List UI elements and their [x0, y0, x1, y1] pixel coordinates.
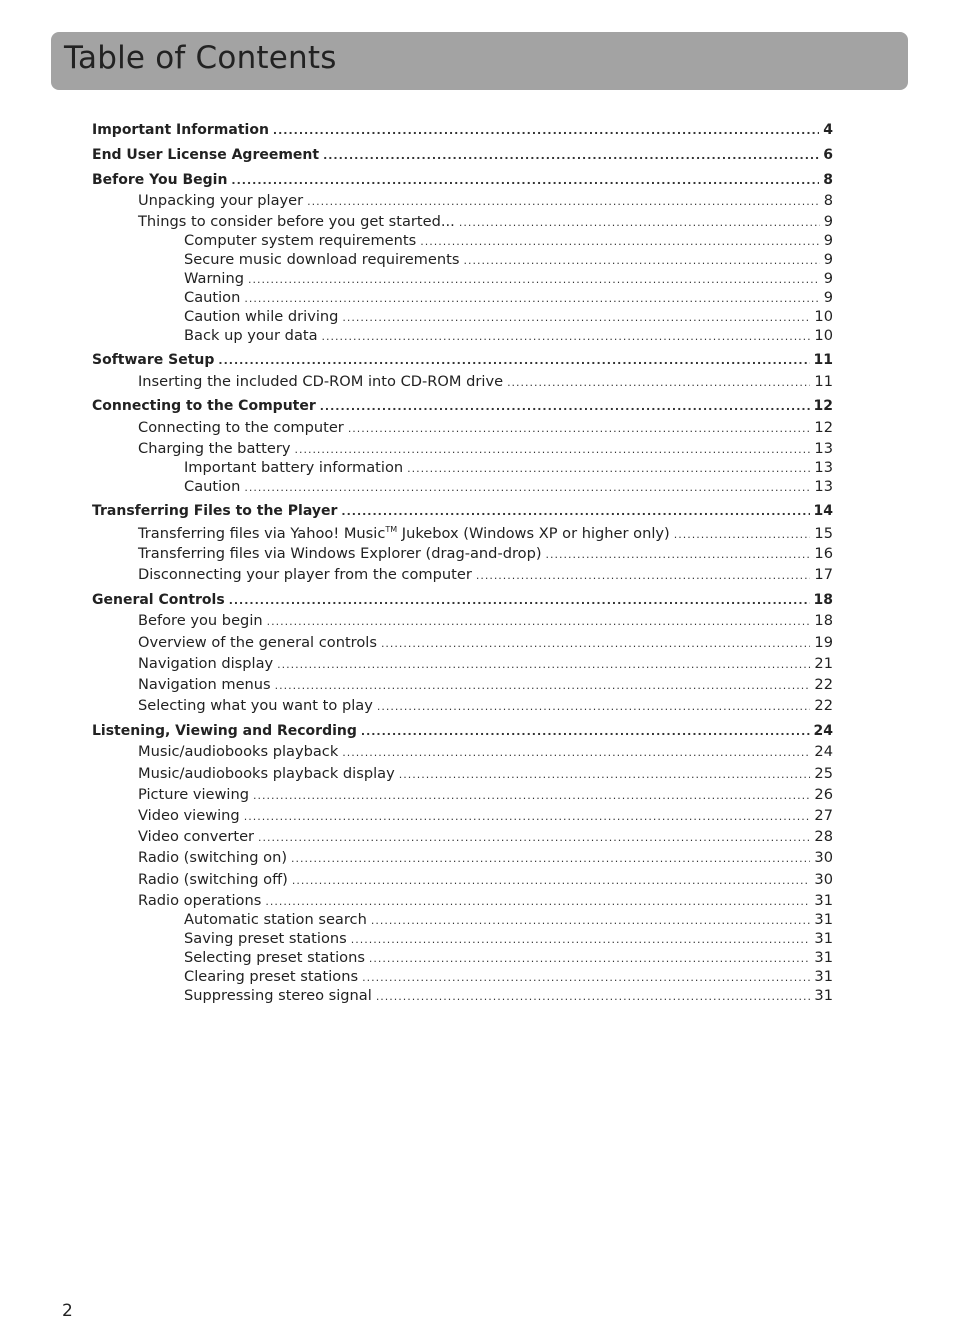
toc-entry-title: Important Information [92, 122, 269, 138]
toc-entry-page: 31 [814, 892, 833, 909]
toc-entry-page: 22 [814, 676, 833, 693]
dot-leader [341, 506, 809, 517]
toc-entry-page: 18 [814, 612, 833, 629]
toc-section [92, 504, 833, 518]
dot-leader [463, 255, 819, 266]
toc-subsection [138, 745, 833, 760]
page-number: 2 [62, 1301, 73, 1321]
toc-entry-title: Before you begin [138, 612, 263, 629]
toc-entry-page: 13 [814, 459, 833, 476]
toc-entry-page: 31 [814, 949, 833, 966]
toc-entry-page: 13 [814, 440, 833, 457]
dot-leader [253, 790, 810, 801]
toc-entry-title: Radio (switching on) [138, 849, 288, 866]
toc-entry-page: 15 [814, 524, 833, 542]
toc-entry-title: Clearing preset stations [184, 968, 359, 985]
toc-entry-page: 4 [823, 122, 833, 138]
toc-entry-page: 21 [814, 655, 833, 672]
toc-subsubsection [184, 913, 833, 928]
toc-entry-title: Radio (switching off) [138, 871, 288, 888]
toc-subsubsection [184, 480, 833, 495]
toc-subsection [138, 809, 833, 824]
dot-leader [322, 331, 811, 342]
toc-entry-page: 9 [823, 213, 833, 230]
toc-subsection [138, 788, 833, 803]
dot-leader [342, 747, 810, 758]
toc-entry-title: Caution [184, 478, 241, 495]
toc-entry-page: 30 [814, 871, 833, 888]
dot-leader [348, 423, 811, 434]
toc-entry-title: Music/audiobooks playback [138, 743, 339, 760]
toc-subsubsection [184, 461, 833, 476]
toc-entry-page: 30 [814, 849, 833, 866]
dot-leader [407, 463, 810, 474]
toc-entry-page: 6 [823, 147, 833, 163]
toc-section [92, 399, 833, 413]
toc-entry-title: Video converter [138, 828, 255, 845]
toc-entry-page: 28 [814, 828, 833, 845]
toc-section [92, 148, 833, 162]
toc-entry-title: Connecting to the computer [138, 419, 344, 436]
toc-subsection [138, 421, 833, 436]
toc-subsection [138, 194, 833, 209]
toc-subsubsection [184, 272, 833, 287]
toc-entry-page: 27 [814, 807, 833, 824]
toc-subsection [138, 526, 833, 541]
toc-entry-title: Secure music download requirements [184, 251, 460, 268]
toc-entry-page: 12 [814, 419, 833, 436]
toc-section [92, 123, 833, 137]
toc-entry-page: 9 [823, 270, 833, 287]
toc-entry-title: Transferring files via Yahoo! Music™ Jukebox (Windows XP or higher only) [138, 524, 670, 542]
toc-entry-page: 9 [823, 289, 833, 306]
dot-leader [507, 377, 810, 388]
toc-subsubsection [184, 253, 833, 268]
dot-leader [307, 196, 820, 207]
dot-leader [420, 236, 819, 247]
toc-entry-title: Important battery information [184, 459, 404, 476]
toc-entry-title: Computer system requirements [184, 232, 417, 249]
dot-leader [275, 680, 811, 691]
toc-entry-title: Back up your data [184, 327, 318, 344]
dot-leader [351, 934, 811, 945]
page-title: Table of Contents [64, 40, 337, 76]
toc-subsubsection [184, 951, 833, 966]
toc-entry-title: Music/audiobooks playback display [138, 765, 395, 782]
dot-leader [267, 616, 811, 627]
toc-entry-page: 11 [813, 352, 833, 368]
toc-subsection [138, 894, 833, 909]
toc-section [92, 173, 833, 187]
toc-entry-title: Unpacking your player [138, 192, 304, 209]
dot-leader [399, 769, 811, 780]
toc-subsection [138, 678, 833, 693]
toc-entry-title: Things to consider before you get started... [138, 213, 455, 230]
toc-entry-page: 17 [814, 566, 833, 583]
dot-leader [265, 896, 810, 907]
dot-leader [459, 217, 820, 228]
dot-leader [361, 726, 810, 737]
toc-subsection [138, 657, 833, 672]
toc-entry-title: Transferring Files to the Player [92, 503, 338, 519]
toc-section [92, 724, 833, 738]
toc-subsection [138, 215, 833, 230]
toc-entry-title: Video viewing [138, 807, 240, 824]
toc-entry-title: Warning [184, 270, 244, 287]
dot-leader [376, 991, 811, 1002]
toc-entry-title: Navigation menus [138, 676, 271, 693]
toc-subsection [138, 699, 833, 714]
toc-entry-title: Caution while driving [184, 308, 339, 325]
toc-entry-page: 31 [814, 911, 833, 928]
toc-entry-page: 8 [823, 172, 833, 188]
toc-entry-title: Connecting to the Computer [92, 398, 316, 414]
toc-entry-page: 31 [814, 987, 833, 1004]
dot-leader [291, 853, 810, 864]
toc-entry-title: Software Setup [92, 352, 215, 368]
dot-leader [377, 701, 811, 712]
toc-entry-title: Charging the battery [138, 440, 291, 457]
dot-leader [277, 659, 810, 670]
title-bar [51, 32, 908, 90]
toc-entry-page: 9 [823, 232, 833, 249]
toc-entry-title: General Controls [92, 592, 225, 608]
dot-leader [231, 175, 819, 186]
toc-subsection [138, 636, 833, 651]
toc-entry-title: Before You Begin [92, 172, 228, 188]
toc-entry-title: Caution [184, 289, 241, 306]
dot-leader [323, 150, 819, 161]
toc-entry-page: 31 [814, 968, 833, 985]
toc-entry-title: Listening, Viewing and Recording [92, 723, 357, 739]
toc-entry-title: Transferring files via Windows Explorer (drag-and-drop) [138, 545, 542, 562]
toc-section [92, 593, 833, 607]
dot-leader [244, 293, 819, 304]
dot-leader [273, 125, 819, 136]
dot-leader [381, 638, 810, 649]
toc-entry-page: 13 [814, 478, 833, 495]
toc-entry-page: 8 [823, 192, 833, 209]
toc-subsubsection [184, 989, 833, 1004]
toc-subsection [138, 547, 833, 562]
dot-leader [674, 529, 811, 540]
dot-leader [244, 811, 811, 822]
toc-subsubsection [184, 310, 833, 325]
toc-subsubsection [184, 932, 833, 947]
toc-entry-page: 14 [813, 503, 833, 519]
toc-entry-page: 10 [814, 308, 833, 325]
toc-subsection [138, 830, 833, 845]
toc-entry-page: 9 [823, 251, 833, 268]
toc-entry-page: 12 [813, 398, 833, 414]
toc-entry-title: Overview of the general controls [138, 634, 377, 651]
toc-subsection [138, 568, 833, 583]
dot-leader [362, 972, 810, 983]
dot-leader [229, 595, 810, 606]
toc-entry-title: Saving preset stations [184, 930, 347, 947]
dot-leader [369, 953, 811, 964]
toc-entry-title: Suppressing stereo signal [184, 987, 372, 1004]
toc-entry-page: 19 [814, 634, 833, 651]
toc-entry-page: 10 [814, 327, 833, 344]
toc-section [92, 353, 833, 367]
dot-leader [258, 832, 810, 843]
toc-entry-title: Selecting preset stations [184, 949, 365, 966]
toc-subsection [138, 614, 833, 629]
dot-leader [371, 915, 811, 926]
toc-subsubsection [184, 329, 833, 344]
toc-subsubsection [184, 234, 833, 249]
toc-entry-title: Radio operations [138, 892, 262, 909]
toc-entry-title: Automatic station search [184, 911, 367, 928]
dot-leader [476, 570, 811, 581]
toc-subsection [138, 375, 833, 390]
dot-leader [244, 482, 810, 493]
toc-entry-title: Selecting what you want to play [138, 697, 373, 714]
toc-subsection [138, 851, 833, 866]
toc-subsection [138, 873, 833, 888]
dot-leader [294, 444, 810, 455]
toc-entry-title: End User License Agreement [92, 147, 320, 163]
toc-entry-page: 22 [814, 697, 833, 714]
toc-entry-title: Picture viewing [138, 786, 249, 803]
toc-entry-title: Disconnecting your player from the computer [138, 566, 472, 583]
toc-entry-page: 24 [813, 723, 833, 739]
dot-leader [342, 312, 810, 323]
toc-entry-page: 16 [814, 545, 833, 562]
toc-subsection [138, 442, 833, 457]
toc-entry-title: Navigation display [138, 655, 274, 672]
dot-leader [320, 401, 810, 412]
dot-leader [248, 274, 820, 285]
toc-entry-page: 24 [814, 743, 833, 760]
dot-leader [546, 549, 811, 560]
toc-entry-title: Inserting the included CD-ROM into CD-ROM drive [138, 373, 504, 390]
toc-entry-page: 31 [814, 930, 833, 947]
dot-leader [218, 355, 809, 366]
dot-leader [292, 875, 811, 886]
toc-entry-page: 25 [814, 765, 833, 782]
toc-entry-page: 26 [814, 786, 833, 803]
toc-entry-page: 18 [813, 592, 833, 608]
toc-subsubsection [184, 970, 833, 985]
toc-subsection [138, 767, 833, 782]
toc-subsubsection [184, 291, 833, 306]
toc-entry-page: 11 [814, 373, 833, 390]
